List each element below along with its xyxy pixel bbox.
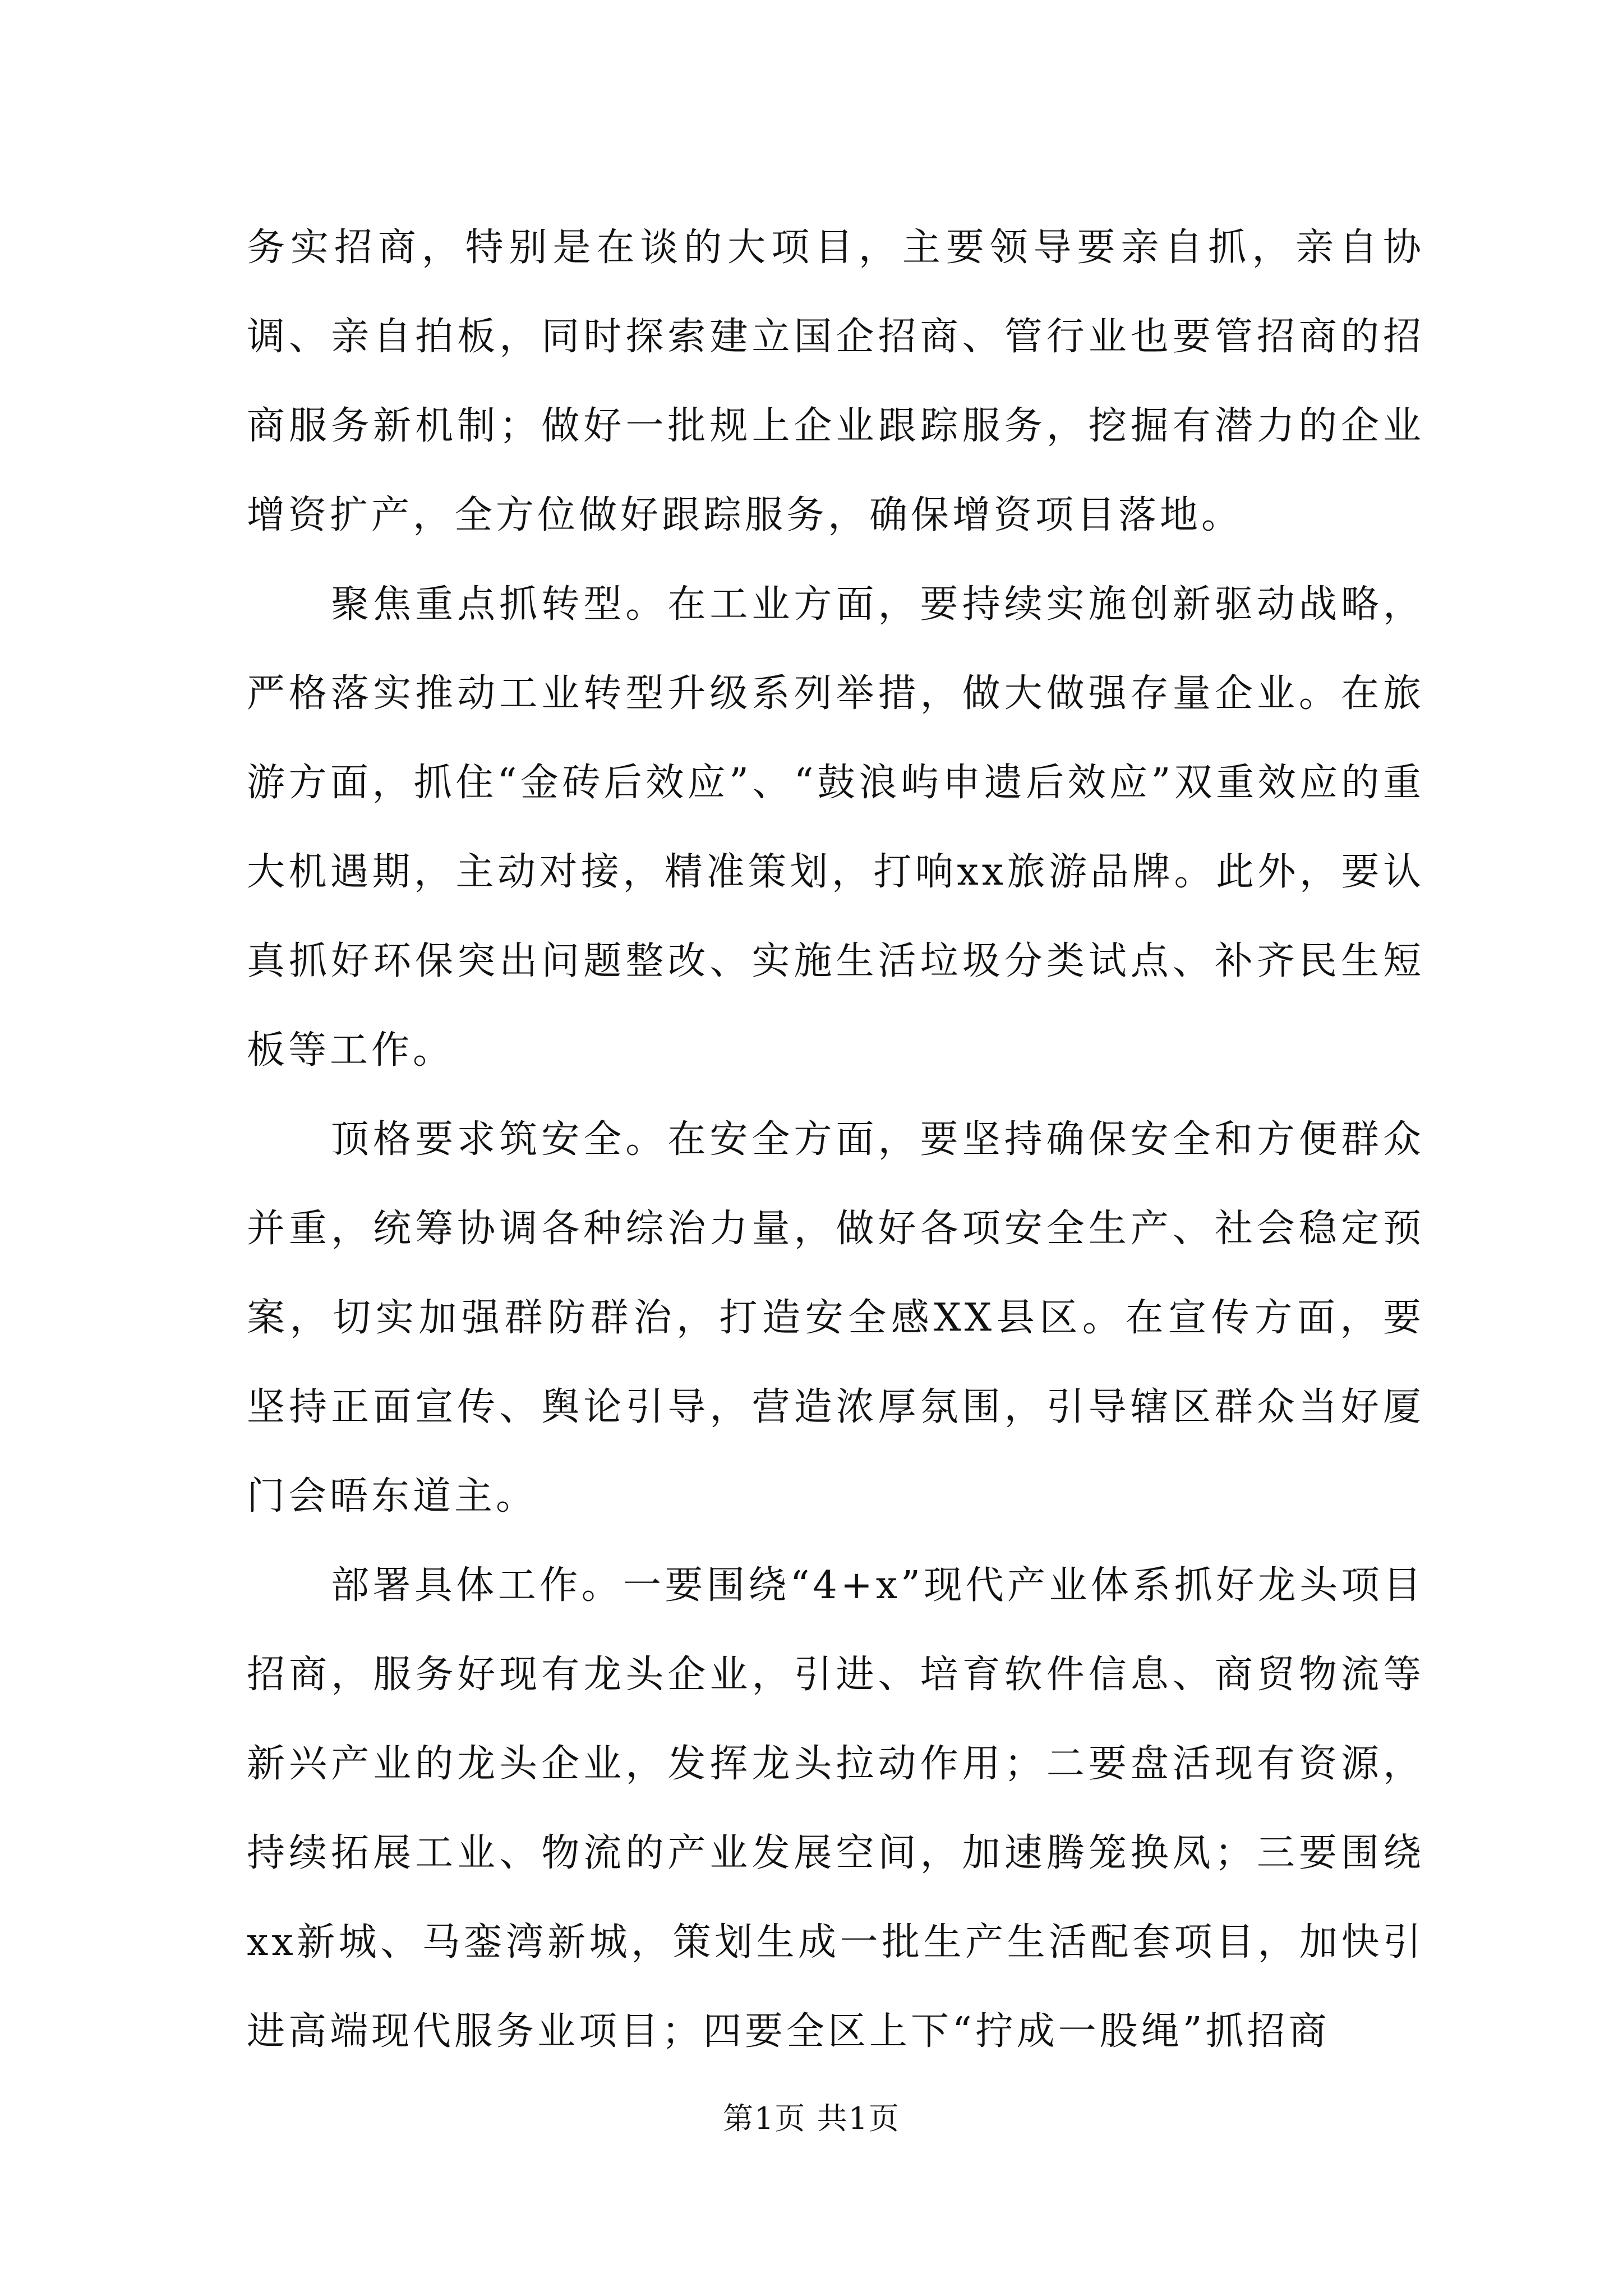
page-footer: 第1页 共1页 <box>723 2101 900 2136</box>
paragraph-specific-work: 部署具体工作。一要围绕“4+x”现代产业体系抓好龙头项目招商，服务好现有龙头企业，引进、培育软件信息、商贸物流等新兴产业的龙头企业，发挥龙头拉动作用；二要盘活现有资源，持续拓展工业、物流的产业发展空间，加速腾笼换凤；三要围绕xx新城、马銮湾新城，策划生成一批生产生活配套项目，加快引进高端现代服务业项目；四要全区上下“拧成一股绳”抓招商 <box>247 1563 1424 2054</box>
paragraph-safety: 顶格要求筑安全。在安全方面，要坚持确保安全和方便群众并重，统筹协调各种综治力量，做好各项安全生产、社会稳定预案，切实加强群防群治，打造安全感XX县区。在宣传方面，要坚持正面宣传、舆论引导，营造浓厚氛围，引导辖区群众当好厦门会晤东道主。 <box>247 1117 1424 1519</box>
paragraph-continued: 务实招商，特别是在谈的大项目，主要领导要亲自抓，亲自协调、亲自拍板，同时探索建立国企招商、管行业也要管招商的招商服务新机制；做好一批规上企业跟踪服务，挖掘有潜力的企业增资扩产，全方位做好跟踪服务，确保增资项目落地。 <box>247 226 1424 537</box>
paragraph-transformation: 聚焦重点抓转型。在工业方面，要持续实施创新驱动战略，严格落实推动工业转型升级系列举措，做大做强存量企业。在旅游方面，抓住“金砖后效应”、“鼓浪屿申遗后效应”双重效应的重大机遇期，主动对接，精准策划，打响xx旅游品牌。此外，要认真抓好环保突出问题整改、实施生活垃圾分类试点、补齐民生短板等工作。 <box>247 582 1424 1073</box>
document-body <box>247 203 1424 2076</box>
